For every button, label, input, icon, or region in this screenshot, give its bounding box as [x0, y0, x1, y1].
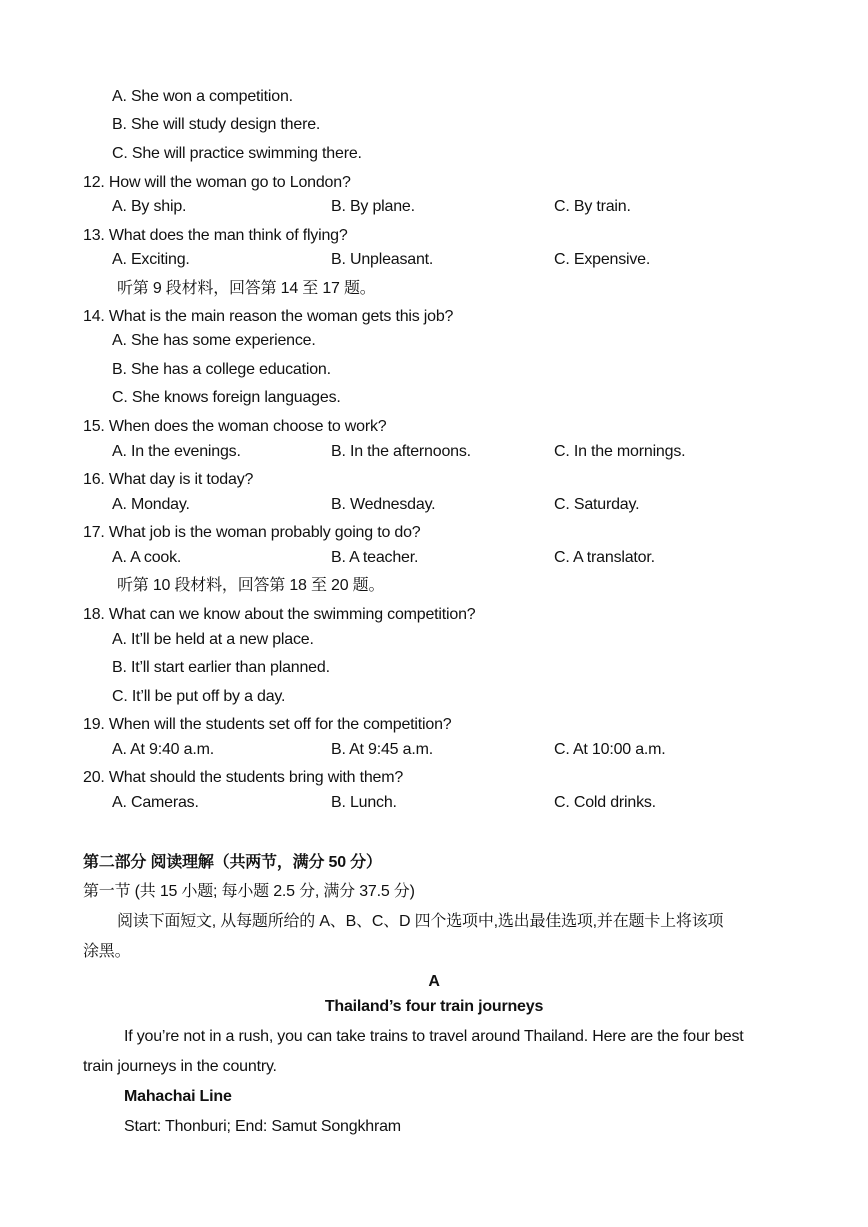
q11-option-c: C. She will practice swimming there.	[112, 145, 362, 162]
q20-option-b: B. Lunch.	[331, 794, 397, 811]
q19-option-c: C. At 10:00 a.m.	[554, 741, 666, 758]
q15-option-b: B. In the afternoons.	[331, 443, 471, 460]
q18-option-c: C. It’ll be put off by a day.	[112, 688, 286, 705]
q14-option-b: B. She has a college education.	[112, 361, 331, 378]
q20-stem: 20. What should the students bring with them?	[83, 769, 404, 786]
q17-option-b: B. A teacher.	[331, 549, 419, 566]
q20-option-a: A. Cameras.	[112, 794, 199, 811]
passage-start-end: Start: Thonburi; End: Samut Songkhram	[124, 1118, 401, 1135]
q15-option-c: C. In the mornings.	[554, 443, 686, 460]
passage-letter: A	[428, 973, 440, 990]
q19-option-b: B. At 9:45 a.m.	[331, 741, 433, 758]
q13-option-a: A. Exciting.	[112, 251, 190, 268]
passage-subheading: Mahachai Line	[124, 1088, 232, 1105]
q13-option-b: B. Unpleasant.	[331, 251, 434, 268]
q19-option-a: A. At 9:40 a.m.	[112, 741, 214, 758]
q15-stem: 15. When does the woman choose to work?	[83, 418, 387, 435]
q17-option-c: C. A translator.	[554, 549, 655, 566]
part-2-heading: 第二部分 阅读理解（共两节，满分 50 分）	[83, 854, 382, 871]
q17-stem: 17. What job is the woman probably going to do?	[83, 524, 421, 541]
q19-stem: 19. When will the students set off for the competition?	[83, 716, 452, 733]
q11-option-b: B. She will study design there.	[112, 116, 321, 133]
section-1-heading: 第一节 (共 15 小题; 每小题 2.5 分, 满分 37.5 分)	[83, 883, 415, 900]
q13-stem: 13. What does the man think of flying?	[83, 227, 348, 244]
passage-paragraph-line-1: If you’re not in a rush, you can take trains to travel around Thailand. Here are the four best	[124, 1028, 744, 1045]
q16-option-c: C. Saturday.	[554, 496, 640, 513]
q11-option-a: A. She won a competition.	[112, 88, 293, 105]
q13-option-c: C. Expensive.	[554, 251, 651, 268]
q14-option-c: C. She knows foreign languages.	[112, 389, 341, 406]
q16-stem: 16. What day is it today?	[83, 471, 254, 488]
q14-option-a: A. She has some experience.	[112, 332, 316, 349]
passage-paragraph-line-2: train journeys in the country.	[83, 1058, 277, 1075]
q14-stem: 14. What is the main reason the woman gets this job?	[83, 308, 454, 325]
q12-option-a: A. By ship.	[112, 198, 187, 215]
q18-option-a: A. It’ll be held at a new place.	[112, 631, 314, 648]
q12-option-b: B. By plane.	[331, 198, 415, 215]
passage-title: Thailand’s four train journeys	[324, 998, 544, 1015]
q12-stem: 12. How will the woman go to London?	[83, 174, 351, 191]
q18-stem: 18. What can we know about the swimming competition?	[83, 606, 476, 623]
instructions-line-2: 涂黑。	[83, 943, 131, 960]
q16-option-a: A. Monday.	[112, 496, 190, 513]
q15-option-a: A. In the evenings.	[112, 443, 241, 460]
q12-option-c: C. By train.	[554, 198, 631, 215]
section-9-instruction: 听第 9 段材料，回答第 14 至 17 题。	[117, 280, 376, 297]
instructions-line-1: 阅读下面短文, 从每题所给的 A、B、C、D 四个选项中,选出最佳选项,并在题卡上将该项	[117, 913, 724, 930]
q17-option-a: A. A cook.	[112, 549, 182, 566]
q20-option-c: C. Cold drinks.	[554, 794, 656, 811]
q18-option-b: B. It’ll start earlier than planned.	[112, 659, 330, 676]
section-10-instruction: 听第 10 段材料，回答第 18 至 20 题。	[117, 577, 385, 594]
q16-option-b: B. Wednesday.	[331, 496, 436, 513]
